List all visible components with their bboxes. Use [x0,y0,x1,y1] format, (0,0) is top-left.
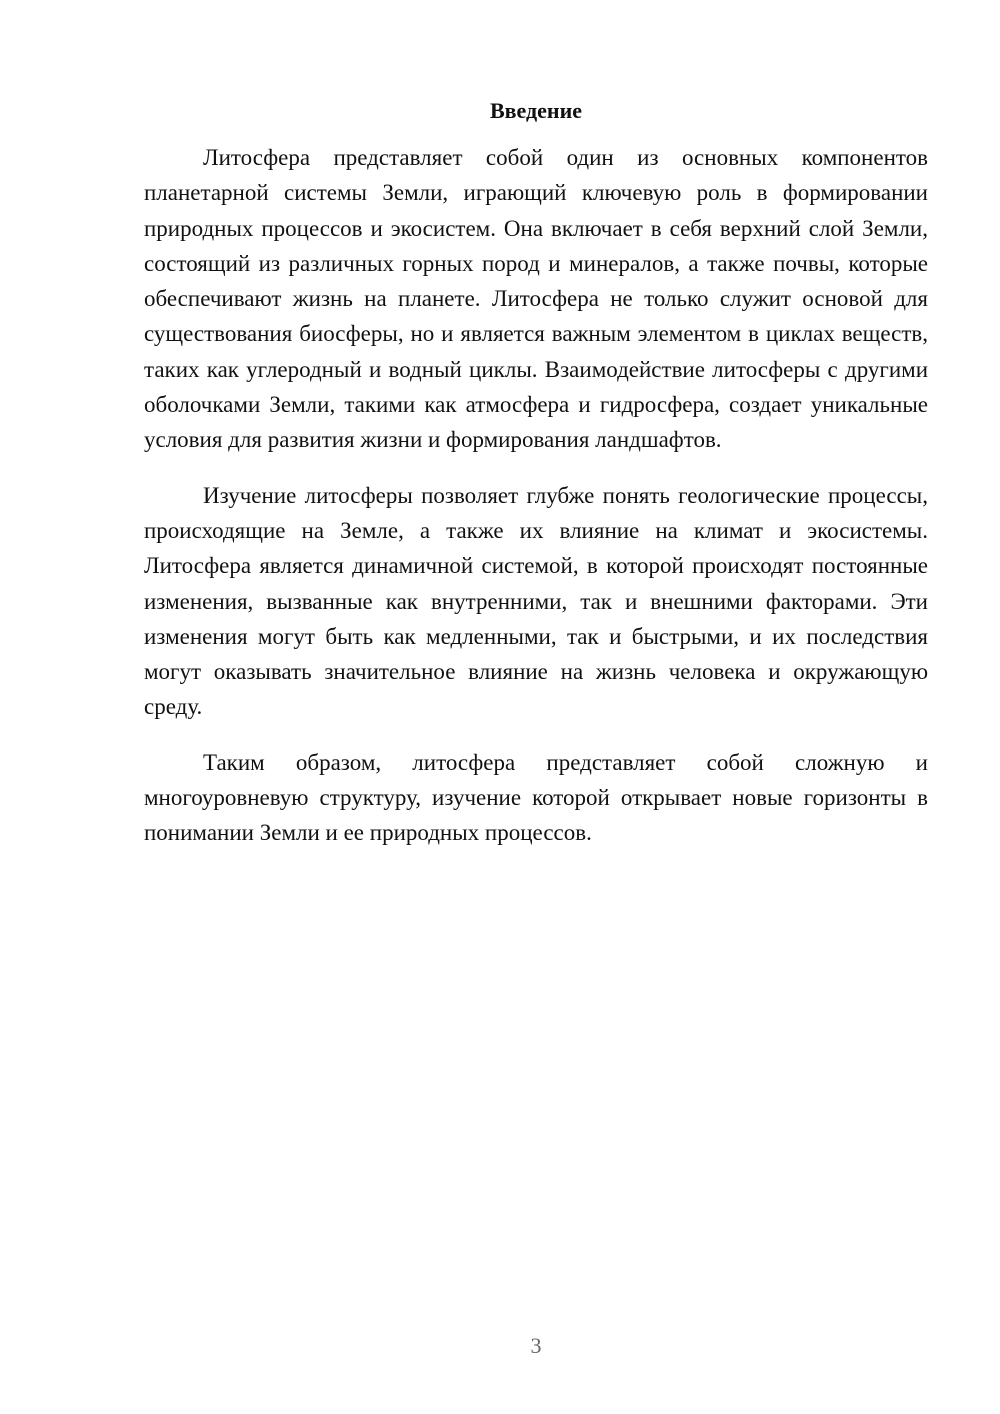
paragraph-1: Литосфера представляет собой один из основных компонентов планетарной системы Земли, играющий ключевую роль в формировании природных процессов и экосистем. Она включает в себя верхний слой Земли, состоящий из различных горных пород и минералов, а также почвы, которые обеспечивают жизнь на планете. Литосфера не только служит основой для существования биосферы, но и является важным элементом в циклах веществ, таких как углеродный и водный циклы. Взаимодействие литосферы с другими оболочками Земли, такими как атмосфера и гидросфера, создает уникальные условия для развития жизни и формирования ландшафтов. [144,145,928,453]
section-title: Введение [489,98,583,123]
paragraph-3: Таким образом, литосфера представляет собой сложную и многоуровневую структуру, изучение которой открывает новые горизонты в понимании Земли и ее природных процессов. [144,749,928,846]
paragraph-2: Изучение литосферы позволяет глубже понять геологические процессы, происходящие на Земле, а также их влияние на климат и экосистемы. Литосфера является динамичной системой, в которой происходят постоянные изменения, вызванные как внутренними, так и внешними факторами. Эти изменения могут быть как медленными, так и быстрыми, и их последствия могут оказывать значительное влияние на жизнь человека и окружающую среду. [144,482,928,720]
page-number: 3 [530,1333,542,1358]
page-content [144,96,928,871]
